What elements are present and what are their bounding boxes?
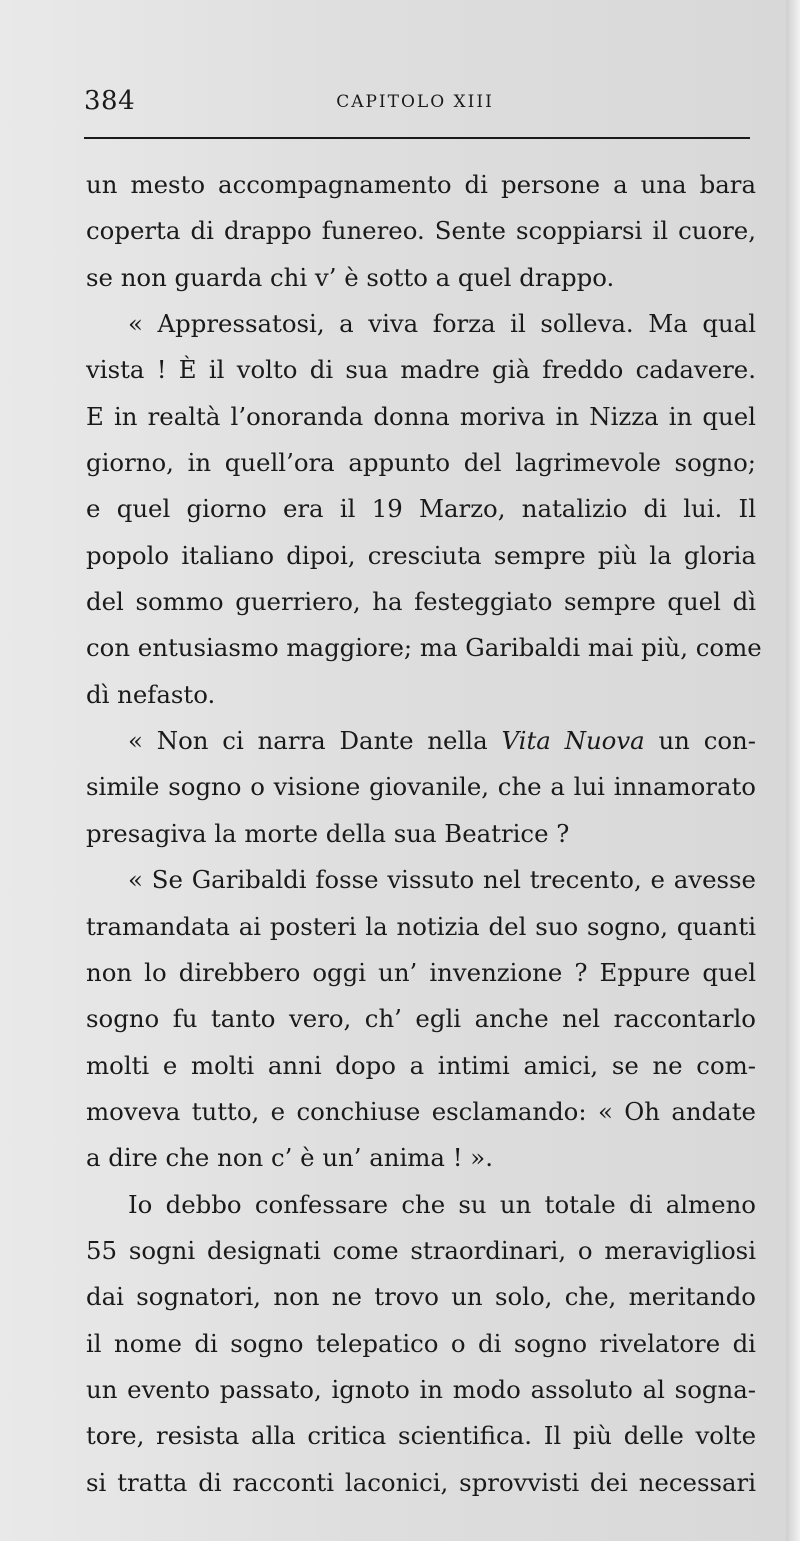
italic-title: Vita Nuova: [501, 726, 645, 756]
text-line: tore, resista alla critica scientifica. Il più delle volte: [86, 1421, 756, 1451]
text-line: dai sognatori, non ne trovo un solo, che, meritando: [86, 1282, 756, 1312]
text-line: non lo direbbero oggi un’ invenzione ? Eppure quel: [86, 957, 756, 987]
text-line: con entusiasmo maggiore; ma Garibaldi mai più, come: [86, 633, 762, 663]
text-line: il nome di sogno telepatico o di sogno rivelatore di: [86, 1328, 756, 1358]
text-line: 55 sogni designati come straordinari, o meravigliosi: [86, 1235, 756, 1265]
text-line: un mesto accompagnamento di persone a una bara: [86, 170, 756, 199]
page-edge: [786, 0, 800, 1541]
text-line: giorno, in quell’ora appunto del lagrimevole sogno;: [86, 448, 756, 478]
text-line: e quel giorno era il 19 Marzo, natalizio di lui. Il: [86, 494, 756, 524]
text-line: sogno fu tanto vero, ch’ egli anche nel raccontarlo: [86, 1004, 756, 1034]
text-line: dì nefasto.: [86, 679, 216, 709]
page-number: 384: [84, 86, 136, 116]
text-line: a dire che non c’ è un’ anima ! ».: [86, 1143, 493, 1173]
text-line: « Se Garibaldi fosse vissuto nel trecento, e avesse: [128, 865, 756, 895]
text-line: del sommo guerriero, ha festeggiato sempre quel dì: [86, 587, 756, 617]
text-line: tramandata ai posteri la notizia del suo sogno, quanti: [86, 911, 756, 941]
text-line: vista ! È il volto di sua madre già freddo cadavere.: [86, 355, 756, 385]
text-segment: un con-: [644, 726, 756, 756]
text-line: si tratta di racconti laconici, sprovvisti dei necessari: [86, 1467, 756, 1497]
text-line: moveva tutto, e conchiuse esclamando: « Oh andate: [86, 1096, 756, 1126]
header-rule: [84, 137, 750, 139]
text-segment: « Non ci narra Dante nella: [128, 726, 502, 756]
text-line: molti e molti anni dopo a intimi amici, se ne com-: [86, 1050, 756, 1080]
text-line: simile sogno o visione giovanile, che a lui innamorato: [86, 772, 756, 802]
text-line: presagiva la morte della sua Beatrice ?: [86, 818, 570, 848]
text-line: popolo italiano dipoi, cresciuta sempre più la gloria: [86, 540, 756, 570]
text-line: [86, 718, 756, 764]
text-line: se non guarda chi v’ è sotto a quel drappo.: [86, 262, 615, 292]
text-line: « Appressatosi, a viva forza il solleva. Ma qual: [128, 309, 756, 339]
text-line: un evento passato, ignoto in modo assoluto al sogna-: [86, 1374, 756, 1404]
text-line: coperta di drappo funereo. Sente scoppiarsi il cuore,: [86, 216, 756, 246]
chapter-title: CAPITOLO XIII: [336, 92, 494, 112]
text-line: E in realtà l’onoranda donna moriva in Nizza in quel: [86, 401, 756, 431]
body-text: [86, 162, 762, 1506]
text-line: Io debbo confessare che su un totale di almeno: [128, 1189, 756, 1219]
